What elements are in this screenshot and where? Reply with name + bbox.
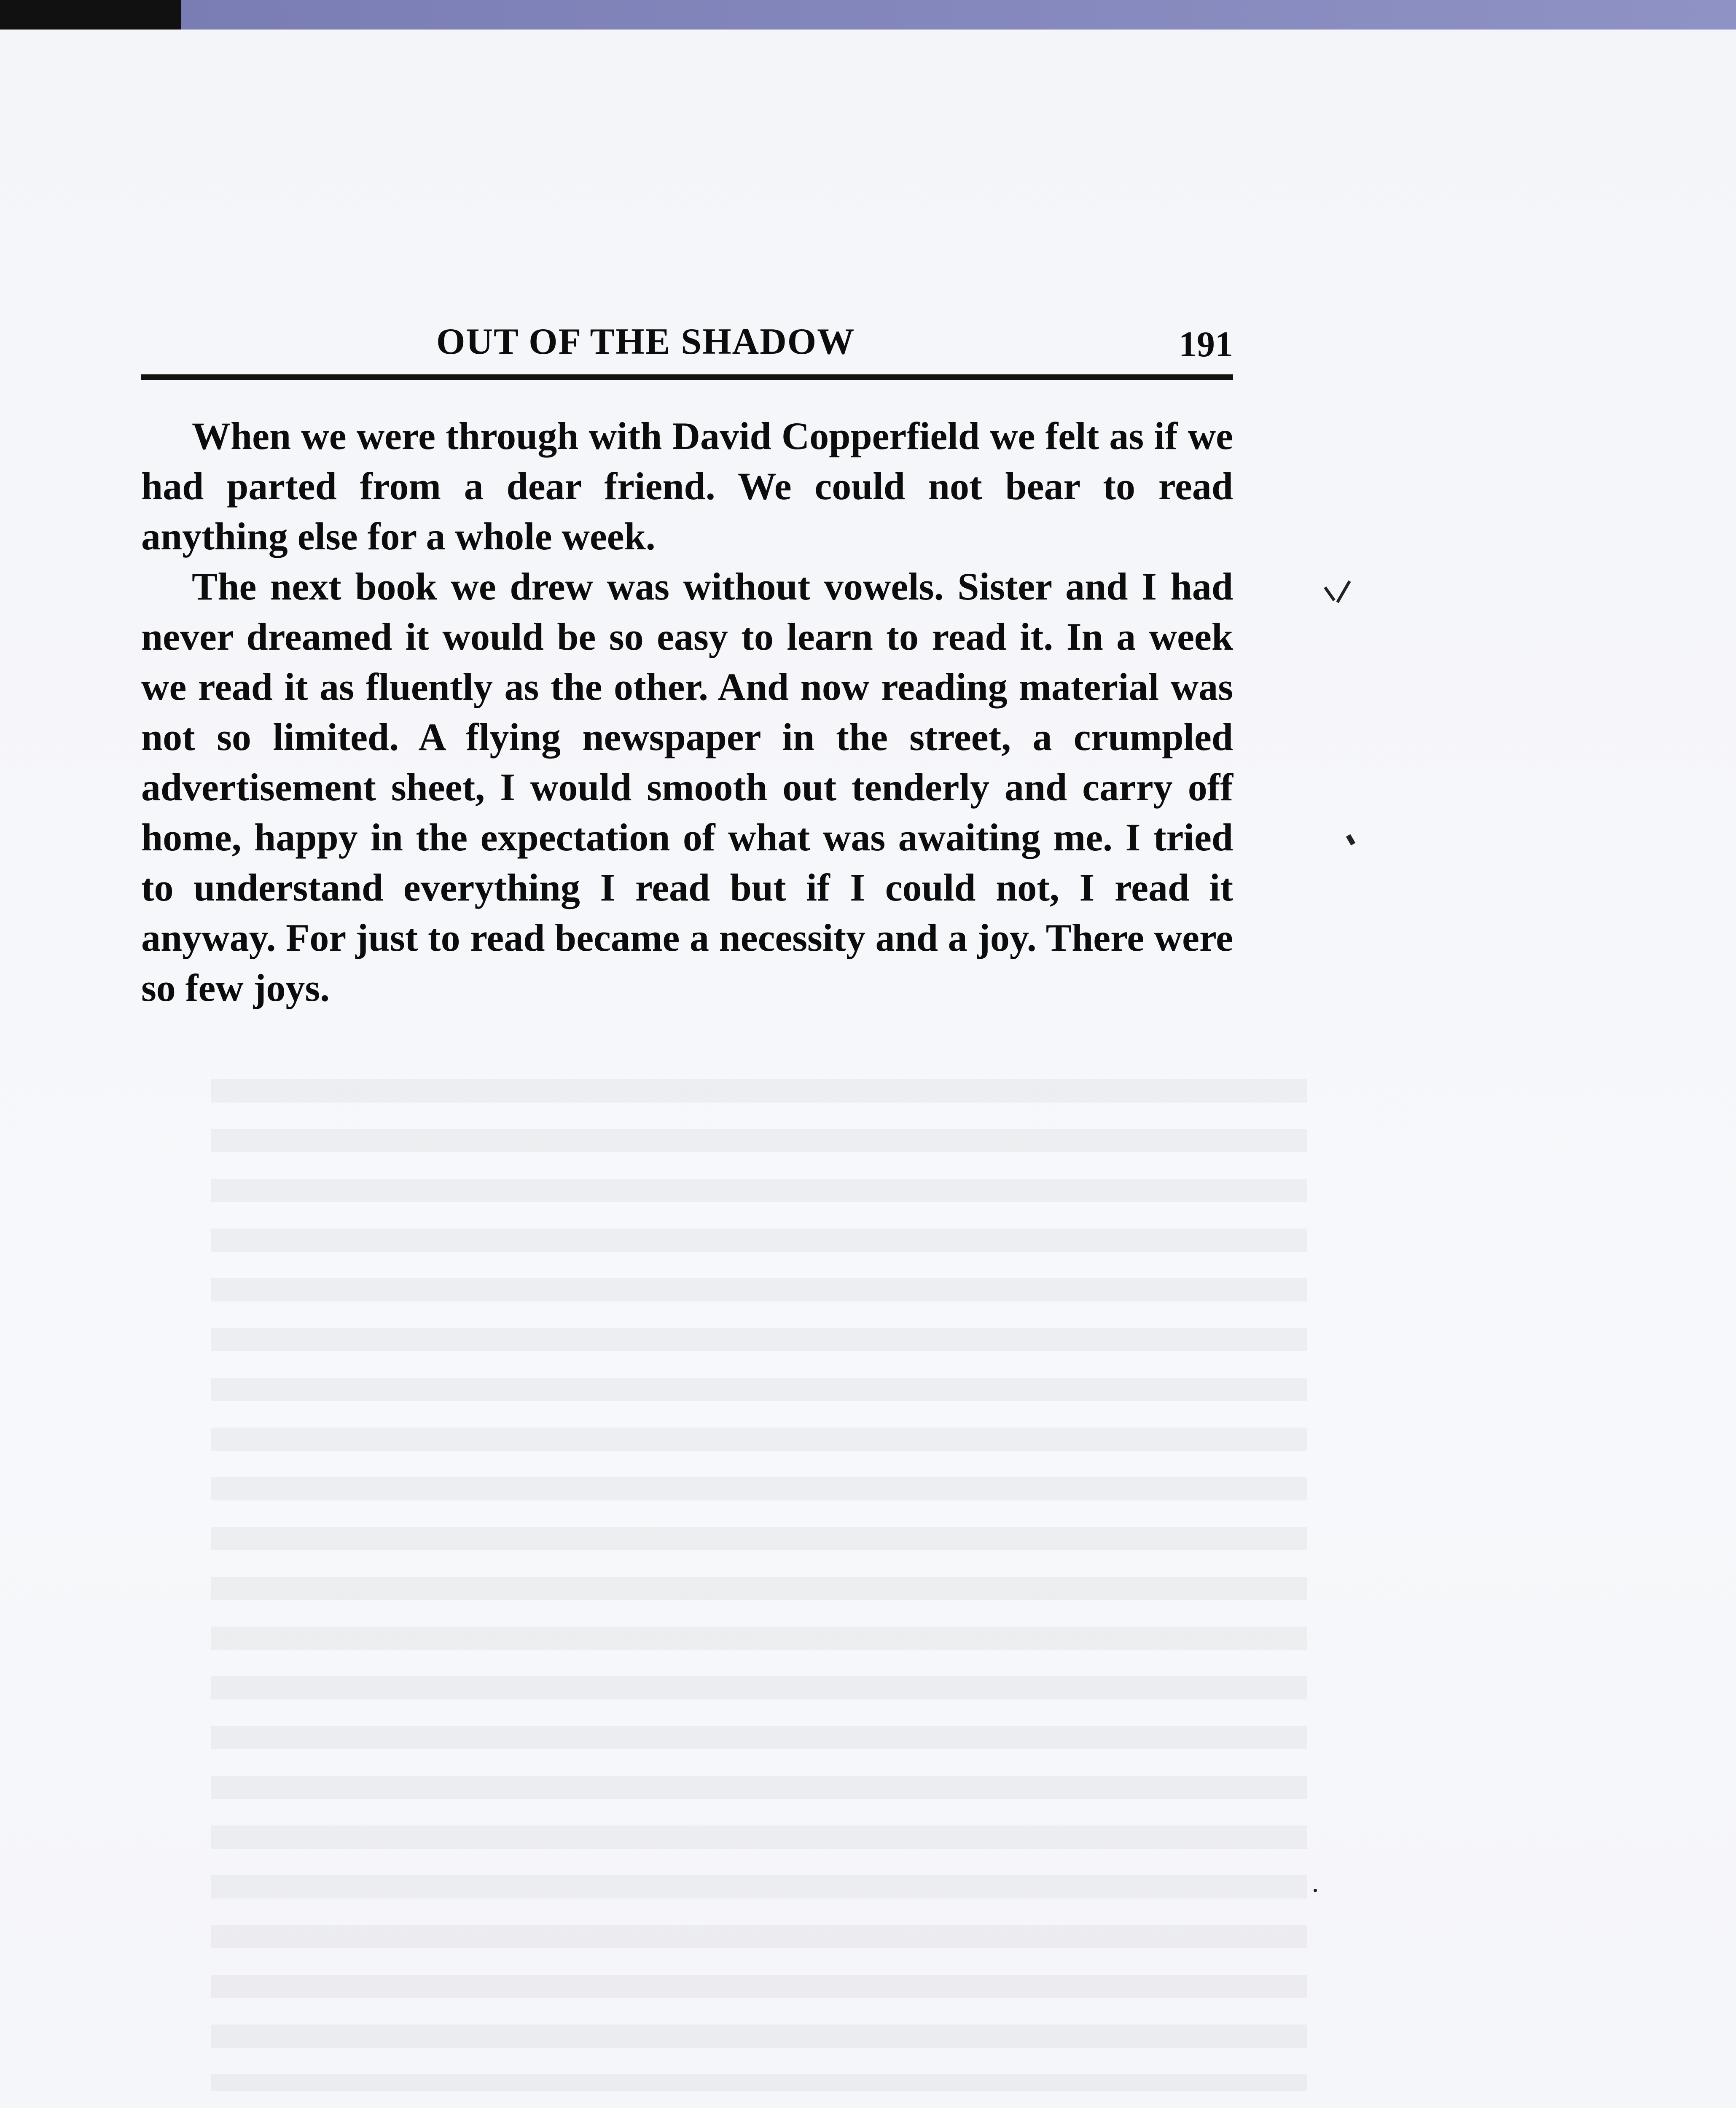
paragraph-2: The next book we drew was without vowels. Sister and I had never dreamed it would be so easy to learn to read it. In a week we read it as fluently as the other. And now reading material was not so limited. A flying newspaper in the street, a crumpled advertisement sheet, I would smooth out tenderly and carry off home, happy in the expectation of what was awaiting me. I tried to understand everything I read but if I could not, I read it anyway. For just to read became a necessity and a joy. There were so few joys. [141,565,1233,1009]
paragraph-1: When we were through with David Copperfield we felt as if we had parted from a dear friend. We could not bear to read anything else for a whole week. [141,414,1233,558]
page-number: 191 [1179,324,1233,364]
page-header [141,320,1233,367]
scan-edge [0,0,1736,30]
body-text [141,411,1233,1013]
bleed-through-text [211,1079,1307,2091]
margin-dot-small [1314,1889,1317,1892]
running-title: OUT OF THE SHADOW [436,321,855,362]
header-rule [141,374,1233,380]
